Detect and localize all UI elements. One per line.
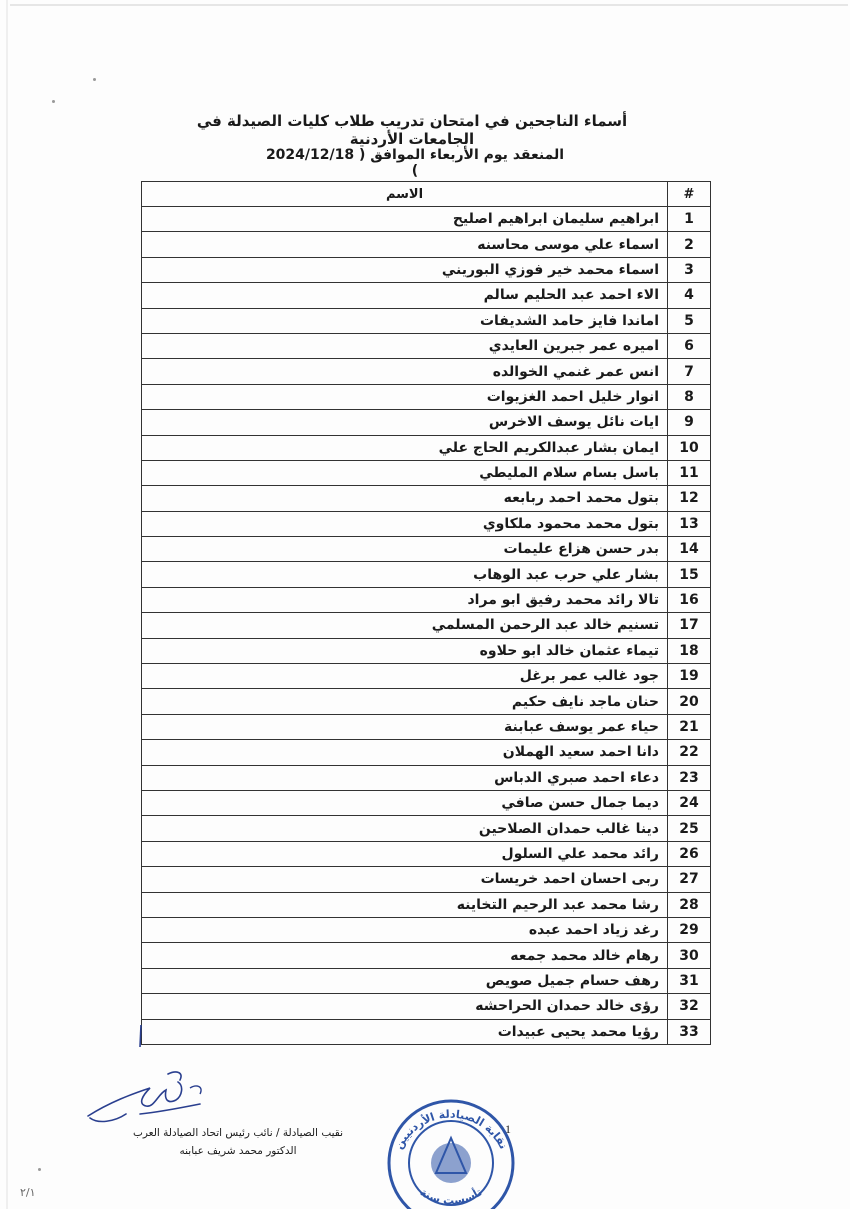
student-name: حنان ماجد نايف حكيم bbox=[142, 689, 668, 714]
table-body bbox=[142, 207, 711, 1045]
student-name: رهف حسام جميل صويص bbox=[142, 968, 668, 993]
row-number: 20 bbox=[668, 689, 711, 714]
row-number: 5 bbox=[668, 308, 711, 333]
row-number: 17 bbox=[668, 613, 711, 638]
row-number: 10 bbox=[668, 435, 711, 460]
row-number: 18 bbox=[668, 638, 711, 663]
row-number: 24 bbox=[668, 790, 711, 815]
table-row bbox=[142, 232, 711, 257]
table-row bbox=[142, 790, 711, 815]
table-row bbox=[142, 664, 711, 689]
row-number: 23 bbox=[668, 765, 711, 790]
row-number: 6 bbox=[668, 333, 711, 358]
table-row bbox=[142, 359, 711, 384]
corner-page-mark: ٢/١ bbox=[20, 1186, 36, 1199]
signatory-block bbox=[118, 1124, 358, 1160]
student-name: دعاء احمد صبري الدباس bbox=[142, 765, 668, 790]
student-name: دانا احمد سعيد الهملان bbox=[142, 740, 668, 765]
header-number: # bbox=[668, 182, 711, 207]
row-number: 7 bbox=[668, 359, 711, 384]
student-name: اسماء علي موسى محاسنه bbox=[142, 232, 668, 257]
student-name: رؤى خالد حمدان الحراحشه bbox=[142, 994, 668, 1019]
signatory-title: نقيب الصيادلة / نائب رئيس اتحاد الصيادلة العرب bbox=[132, 1127, 344, 1139]
row-number: 33 bbox=[668, 1019, 711, 1044]
student-name: دينا غالب حمدان الصلاحين bbox=[142, 816, 668, 841]
row-number: 2 bbox=[668, 232, 711, 257]
table-row bbox=[142, 816, 711, 841]
row-number: 14 bbox=[668, 537, 711, 562]
scan-speck bbox=[93, 78, 96, 81]
student-name: اميره عمر جبرين العايدي bbox=[142, 333, 668, 358]
seal-text-top: نقابة الصيادلة الأردنيين bbox=[392, 1107, 511, 1152]
student-name: رشا محمد عبد الرحيم التخاينه bbox=[142, 892, 668, 917]
student-name: ايمان بشار عبدالكريم الحاج علي bbox=[142, 435, 668, 460]
table-row bbox=[142, 257, 711, 282]
student-name: بشار علي حرب عبد الوهاب bbox=[142, 562, 668, 587]
row-number: 27 bbox=[668, 867, 711, 892]
student-name: تيماء عثمان خالد ابو حلاوه bbox=[142, 638, 668, 663]
table-row bbox=[142, 511, 711, 536]
table-row bbox=[142, 943, 711, 968]
student-name: باسل بسام سلام المليطي bbox=[142, 460, 668, 485]
student-name: ايات نائل يوسف الاخرس bbox=[142, 410, 668, 435]
student-name: رهام خالد محمد جمعه bbox=[142, 943, 668, 968]
row-number: 3 bbox=[668, 257, 711, 282]
row-number: 8 bbox=[668, 384, 711, 409]
table-row bbox=[142, 562, 711, 587]
table-row bbox=[142, 917, 711, 942]
table-row bbox=[142, 333, 711, 358]
row-number: 21 bbox=[668, 714, 711, 739]
row-number: 30 bbox=[668, 943, 711, 968]
student-name: الاء احمد عبد الحليم سالم bbox=[142, 283, 668, 308]
row-number: 16 bbox=[668, 587, 711, 612]
scan-edge-left bbox=[6, 0, 8, 1209]
table-row bbox=[142, 537, 711, 562]
scan-edge-top bbox=[10, 4, 848, 6]
page-number: 1 bbox=[505, 1122, 511, 1136]
student-name: رؤيا محمد يحيى عبيدات bbox=[142, 1019, 668, 1044]
scan-speck bbox=[52, 100, 55, 103]
table-row bbox=[142, 689, 711, 714]
table-header-row bbox=[142, 182, 711, 207]
row-number: 32 bbox=[668, 994, 711, 1019]
document-subtitle: المنعقد يوم الأربعاء الموافق ( 2024/12/18 ) bbox=[265, 147, 565, 179]
student-name: اماندا فايز حامد الشديفات bbox=[142, 308, 668, 333]
row-number: 29 bbox=[668, 917, 711, 942]
row-number: 31 bbox=[668, 968, 711, 993]
row-number: 22 bbox=[668, 740, 711, 765]
table-row bbox=[142, 892, 711, 917]
student-name: تسنيم خالد عبد الرحمن المسلمي bbox=[142, 613, 668, 638]
table-row bbox=[142, 867, 711, 892]
row-number: 12 bbox=[668, 486, 711, 511]
scan-speck bbox=[38, 1168, 41, 1171]
row-number: 13 bbox=[668, 511, 711, 536]
table-row bbox=[142, 841, 711, 866]
table-row bbox=[142, 283, 711, 308]
table-row bbox=[142, 460, 711, 485]
document-title: أسماء الناجحين في امتحان تدريب طلاب كليات الصيدلة في الجامعات الأردنية bbox=[196, 112, 628, 148]
student-name: حياء عمر يوسف عبابنة bbox=[142, 714, 668, 739]
student-name: جود غالب عمر برغل bbox=[142, 664, 668, 689]
table-row bbox=[142, 384, 711, 409]
table-row bbox=[142, 308, 711, 333]
signatory-name: الدكتور محمد شريف عبابنه bbox=[179, 1145, 297, 1157]
student-name: بدر حسن هزاع عليمات bbox=[142, 537, 668, 562]
student-name: ربى احسان احمد خريسات bbox=[142, 867, 668, 892]
student-name: رغد زياد احمد عبده bbox=[142, 917, 668, 942]
row-number: 28 bbox=[668, 892, 711, 917]
student-name: انس عمر غنمي الخوالده bbox=[142, 359, 668, 384]
student-name: بتول محمد محمود ملكاوي bbox=[142, 511, 668, 536]
row-number: 1 bbox=[668, 207, 711, 232]
row-number: 25 bbox=[668, 816, 711, 841]
student-name: ديما جمال حسن صافي bbox=[142, 790, 668, 815]
svg-text:تأسست سنة bbox=[418, 1185, 485, 1207]
table-row bbox=[142, 410, 711, 435]
row-number: 26 bbox=[668, 841, 711, 866]
student-name: بتول محمد احمد ربابعه bbox=[142, 486, 668, 511]
row-number: 15 bbox=[668, 562, 711, 587]
table-row bbox=[142, 994, 711, 1019]
student-name: انوار خليل احمد الغزيوات bbox=[142, 384, 668, 409]
seal-text-bottom: تأسست سنة bbox=[417, 1185, 485, 1208]
table-row bbox=[142, 740, 711, 765]
pen-mark bbox=[138, 1024, 144, 1048]
table-row bbox=[142, 714, 711, 739]
table-row bbox=[142, 486, 711, 511]
row-number: 19 bbox=[668, 664, 711, 689]
student-name: ابراهيم سليمان ابراهيم اصليح bbox=[142, 207, 668, 232]
table-row bbox=[142, 587, 711, 612]
table-row bbox=[142, 1019, 711, 1044]
table-row bbox=[142, 207, 711, 232]
student-name: تالا رائد محمد رفيق ابو مراد bbox=[142, 587, 668, 612]
student-name: اسماء محمد خير فوزي البوريني bbox=[142, 257, 668, 282]
table-row bbox=[142, 968, 711, 993]
row-number: 11 bbox=[668, 460, 711, 485]
row-number: 4 bbox=[668, 283, 711, 308]
student-name: رائد محمد علي السلول bbox=[142, 841, 668, 866]
header-name: الاسم bbox=[142, 182, 668, 207]
syndicate-seal bbox=[376, 1078, 526, 1209]
table-row bbox=[142, 638, 711, 663]
results-table bbox=[141, 181, 711, 1045]
row-number: 9 bbox=[668, 410, 711, 435]
table-row bbox=[142, 435, 711, 460]
table-row bbox=[142, 765, 711, 790]
table-row bbox=[142, 613, 711, 638]
